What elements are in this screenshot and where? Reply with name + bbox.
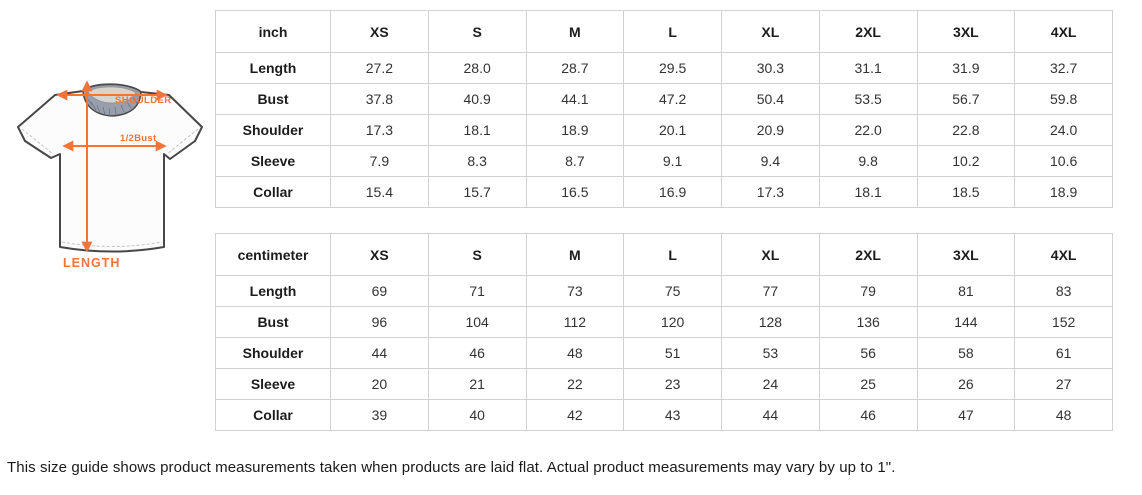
measurement-value-cell: 17.3 <box>722 177 820 208</box>
measurement-value-cell: 22.0 <box>819 115 917 146</box>
measurement-value-cell: 24.0 <box>1015 115 1113 146</box>
measurement-value-cell: 8.3 <box>428 146 526 177</box>
measurement-value-cell: 56 <box>819 338 917 369</box>
measurement-value-cell: 79 <box>819 276 917 307</box>
measurement-value-cell: 46 <box>428 338 526 369</box>
table-row <box>216 84 1113 115</box>
length-label: LENGTH <box>63 256 121 270</box>
measurement-value-cell: 20.1 <box>624 115 722 146</box>
measurement-value-cell: 27.2 <box>331 53 429 84</box>
measurement-value-cell: 48 <box>1015 400 1113 431</box>
tshirt-measurement-diagram <box>6 55 214 275</box>
table-row <box>216 146 1113 177</box>
measurement-value-cell: 51 <box>624 338 722 369</box>
measurement-value-cell: 9.4 <box>722 146 820 177</box>
measurement-value-cell: 18.1 <box>428 115 526 146</box>
measurement-value-cell: 22.8 <box>917 115 1015 146</box>
measurement-value-cell: 83 <box>1015 276 1113 307</box>
size-header-cell: XL <box>722 234 820 276</box>
size-header-cell: XS <box>331 234 429 276</box>
size-header-cell: S <box>428 11 526 53</box>
measurement-value-cell: 47 <box>917 400 1015 431</box>
measurement-value-cell: 128 <box>722 307 820 338</box>
size-table-header-row <box>216 234 1113 276</box>
table-row <box>216 369 1113 400</box>
measurement-value-cell: 16.9 <box>624 177 722 208</box>
measurement-value-cell: 18.5 <box>917 177 1015 208</box>
measurement-value-cell: 48 <box>526 338 624 369</box>
measurement-value-cell: 37.8 <box>331 84 429 115</box>
measurement-value-cell: 96 <box>331 307 429 338</box>
measurement-value-cell: 10.2 <box>917 146 1015 177</box>
size-header-cell: 2XL <box>819 234 917 276</box>
measurement-value-cell: 58 <box>917 338 1015 369</box>
measurement-value-cell: 75 <box>624 276 722 307</box>
measurement-value-cell: 31.9 <box>917 53 1015 84</box>
measurement-value-cell: 17.3 <box>331 115 429 146</box>
measurement-value-cell: 20 <box>331 369 429 400</box>
size-header-cell: XL <box>722 11 820 53</box>
measurement-value-cell: 71 <box>428 276 526 307</box>
measurement-value-cell: 144 <box>917 307 1015 338</box>
size-header-cell: 3XL <box>917 234 1015 276</box>
table-row <box>216 115 1113 146</box>
table-row <box>216 276 1113 307</box>
measurement-value-cell: 27 <box>1015 369 1113 400</box>
measurement-value-cell: 47.2 <box>624 84 722 115</box>
measurement-label-cell: Bust <box>216 307 331 338</box>
measurement-value-cell: 18.1 <box>819 177 917 208</box>
table-row <box>216 400 1113 431</box>
measurement-value-cell: 53.5 <box>819 84 917 115</box>
measurement-value-cell: 9.1 <box>624 146 722 177</box>
size-header-cell: 4XL <box>1015 11 1113 53</box>
measurement-value-cell: 24 <box>722 369 820 400</box>
size-header-cell: 4XL <box>1015 234 1113 276</box>
measurement-value-cell: 59.8 <box>1015 84 1113 115</box>
measurement-label-cell: Sleeve <box>216 146 331 177</box>
table-row <box>216 338 1113 369</box>
size-header-cell: M <box>526 11 624 53</box>
measurement-value-cell: 77 <box>722 276 820 307</box>
size-header-cell: L <box>624 234 722 276</box>
measurement-label-cell: Collar <box>216 400 331 431</box>
size-table-centimeter <box>215 233 1113 431</box>
measurement-value-cell: 104 <box>428 307 526 338</box>
size-header-cell: M <box>526 234 624 276</box>
measurement-value-cell: 53 <box>722 338 820 369</box>
measurement-value-cell: 16.5 <box>526 177 624 208</box>
half-bust-label: 1/2Bust <box>120 133 157 144</box>
measurement-value-cell: 26 <box>917 369 1015 400</box>
measurement-value-cell: 40 <box>428 400 526 431</box>
measurement-value-cell: 15.7 <box>428 177 526 208</box>
measurement-value-cell: 15.4 <box>331 177 429 208</box>
measurement-value-cell: 28.0 <box>428 53 526 84</box>
measurement-value-cell: 44 <box>722 400 820 431</box>
measurement-label-cell: Shoulder <box>216 115 331 146</box>
measurement-value-cell: 152 <box>1015 307 1113 338</box>
measurement-label-cell: Bust <box>216 84 331 115</box>
unit-header-cell: centimeter <box>216 234 331 276</box>
measurement-label-cell: Sleeve <box>216 369 331 400</box>
measurement-label-cell: Collar <box>216 177 331 208</box>
table-row <box>216 307 1113 338</box>
measurement-value-cell: 28.7 <box>526 53 624 84</box>
measurement-label-cell: Length <box>216 53 331 84</box>
size-header-cell: 2XL <box>819 11 917 53</box>
measurement-value-cell: 22 <box>526 369 624 400</box>
measurement-value-cell: 43 <box>624 400 722 431</box>
table-row <box>216 53 1113 84</box>
measurement-value-cell: 61 <box>1015 338 1113 369</box>
measurement-value-cell: 21 <box>428 369 526 400</box>
size-header-cell: XS <box>331 11 429 53</box>
tshirt-illustration <box>6 55 214 275</box>
shoulder-label: SHOULDER <box>115 95 172 106</box>
size-header-cell: L <box>624 11 722 53</box>
measurement-value-cell: 32.7 <box>1015 53 1113 84</box>
measurement-value-cell: 120 <box>624 307 722 338</box>
unit-header-cell: inch <box>216 11 331 53</box>
measurement-value-cell: 25 <box>819 369 917 400</box>
measurement-value-cell: 9.8 <box>819 146 917 177</box>
measurement-value-cell: 56.7 <box>917 84 1015 115</box>
measurement-value-cell: 39 <box>331 400 429 431</box>
measurement-value-cell: 7.9 <box>331 146 429 177</box>
measurement-value-cell: 44 <box>331 338 429 369</box>
measurement-value-cell: 112 <box>526 307 624 338</box>
measurement-value-cell: 40.9 <box>428 84 526 115</box>
measurement-value-cell: 18.9 <box>1015 177 1113 208</box>
measurement-value-cell: 46 <box>819 400 917 431</box>
measurement-value-cell: 30.3 <box>722 53 820 84</box>
table-row <box>216 177 1113 208</box>
measurement-value-cell: 136 <box>819 307 917 338</box>
measurement-value-cell: 8.7 <box>526 146 624 177</box>
measurement-label-cell: Shoulder <box>216 338 331 369</box>
measurement-value-cell: 18.9 <box>526 115 624 146</box>
measurement-value-cell: 31.1 <box>819 53 917 84</box>
measurement-value-cell: 44.1 <box>526 84 624 115</box>
size-table-header-row <box>216 11 1113 53</box>
measurement-value-cell: 23 <box>624 369 722 400</box>
measurement-label-cell: Length <box>216 276 331 307</box>
size-header-cell: S <box>428 234 526 276</box>
measurement-value-cell: 20.9 <box>722 115 820 146</box>
measurement-value-cell: 73 <box>526 276 624 307</box>
size-guide-footnote: This size guide shows product measurements taken when products are laid flat. Actual product measurements may vary by up to 1". <box>7 459 896 476</box>
size-table-inch <box>215 10 1113 208</box>
measurement-value-cell: 10.6 <box>1015 146 1113 177</box>
measurement-value-cell: 29.5 <box>624 53 722 84</box>
measurement-value-cell: 69 <box>331 276 429 307</box>
measurement-value-cell: 81 <box>917 276 1015 307</box>
size-header-cell: 3XL <box>917 11 1015 53</box>
measurement-value-cell: 42 <box>526 400 624 431</box>
measurement-value-cell: 50.4 <box>722 84 820 115</box>
